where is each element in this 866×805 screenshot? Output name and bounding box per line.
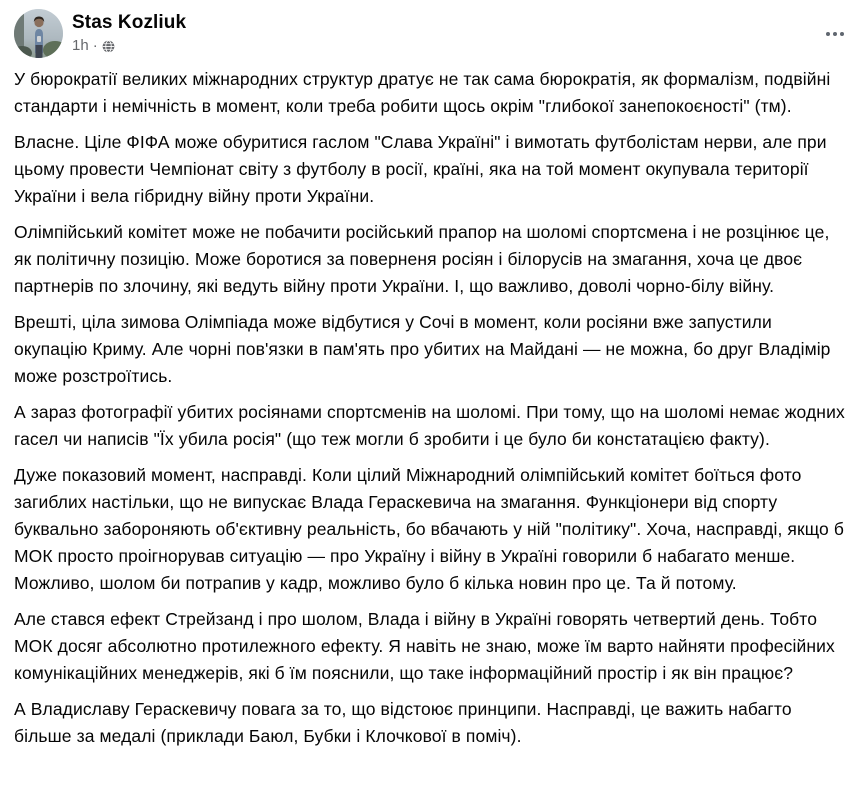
- header-text: [72, 9, 186, 55]
- meta-separator: ·: [92, 37, 98, 54]
- ellipsis-icon: [826, 32, 830, 36]
- avatar-image: [14, 9, 63, 58]
- post-paragraph: Олімпійський комітет може не побачити російський прапор на шоломі спортсмена і не розцінює це, як політичну позицію. Може боротися за поверненя росіян і білорусів на змагання, хоча це двоє партнерів по злочину, які ведуть війну проти України. І, що важливо, доволі чорно-білу війну.: [14, 222, 835, 296]
- author-name[interactable]: Stas Kozliuk: [72, 12, 187, 33]
- post-options-button[interactable]: [817, 18, 853, 50]
- timestamp[interactable]: 1h: [72, 37, 89, 54]
- post-body: [0, 60, 866, 750]
- post-paragraph: А зараз фотографії убитих росіянами спортсменів на шоломі. При тому, що на шоломі немає жодних гасел чи написів "Їх убила росія" (що теж могли б зробити і це було би констатацією факту).: [14, 402, 850, 449]
- avatar[interactable]: [14, 9, 63, 58]
- post-header: [0, 0, 866, 60]
- post-paragraph: Власне. Ціле ФІФА може обуритися гаслом "Слава Україні" і вимотать футболістам нерви, але при цьому провести Чемпіонат світу з футболу в росії, країні, яка на той момент окупувала території України і вела гібридну війну проти України.: [14, 132, 832, 206]
- post-paragraph: Дуже показовий момент, насправді. Коли цілий Міжнародний олімпійський комітет боїться фото загиблих настільки, що не випускає Влада Гераскевича на змагання. Функціонери від спорту буквально забороняють об'єктивну реальність, бо вбачають у ній "політику". Хоча, насправді, якщо б МОК просто проігнорував ситуацію — про Україну і війну в Україні говорили б набагато менше. Можливо, шолом би потрапив у кадр, можливо було б кілька новин про це. Та й потому.: [14, 465, 849, 593]
- post-paragraph: У бюрократії великих міжнародних структур дратує не так сама бюрократія, як формалізм, подвійні стандарти і немічність в момент, коли треба робити щось окрім "глибокої занепокоєності" (тм).: [14, 69, 836, 116]
- post-paragraph: Врешті, ціла зимова Олімпіада може відбутися у Сочі в момент, коли росіяни вже запустили окупацію Криму. Але чорні пов'язки в пам'ять про убитих на Майдані — не можна, бо друг Владімір може розстроїтись.: [14, 312, 836, 386]
- post-paragraph: Але стався ефект Стрейзанд і про шолом, Влада і війну в Україні говорять четвертий день. Тобто МОК досяг абсолютно протилежного ефекту. Я навіть не знаю, може їм варто найняти професійних комунікаційних менеджерів, які б їм пояснили, що таке інформаційний простір і як він працює?: [14, 609, 840, 683]
- post-paragraph: А Владиславу Гераскевичу повага за то, що відстоює принципи. Насправді, це важить набагто більше за медалі (приклади Баюл, Бубки і Клочкової в поміч).: [14, 699, 797, 746]
- post-meta: [72, 37, 186, 55]
- globe-icon: [102, 40, 115, 53]
